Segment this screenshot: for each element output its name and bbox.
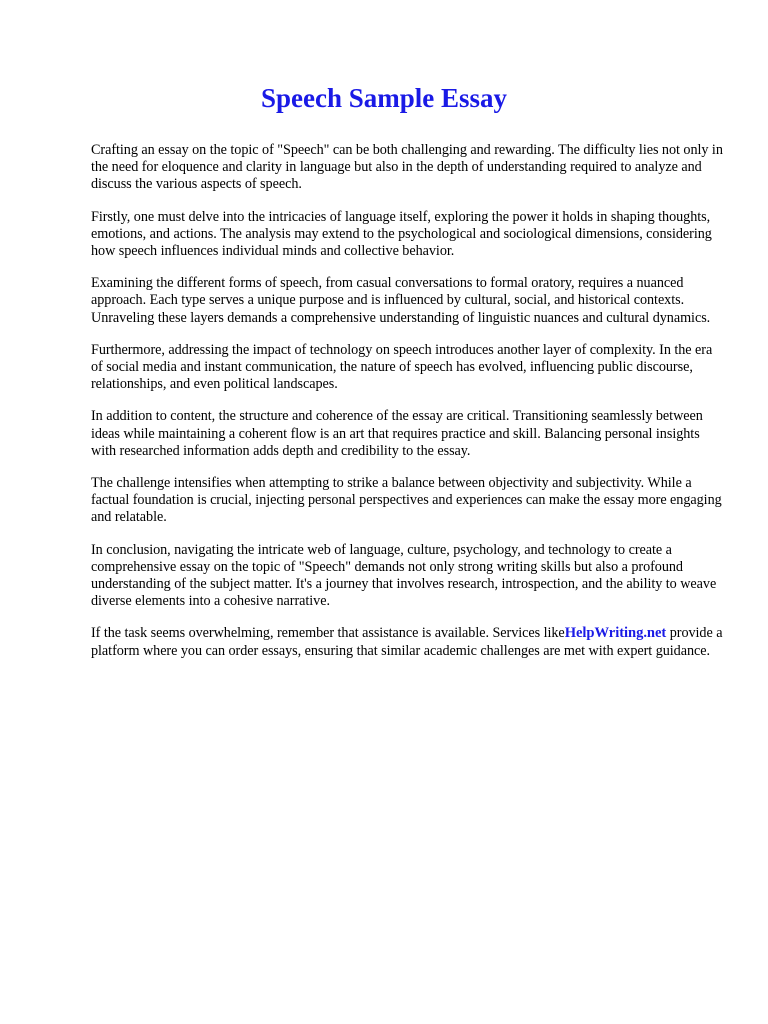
closing-paragraph [91, 625, 724, 659]
paragraph-6: The challenge intensifies when attempting to strike a balance between objectivity and subjectivity. While a factual foundation is crucial, injecting personal perspectives and experiences can make the essay more engaging and relatable. [91, 475, 722, 526]
helpwriting-link[interactable]: HelpWriting.net [564, 625, 667, 642]
paragraph-4: Furthermore, addressing the impact of technology on speech introduces another layer of complexity. In the era of social media and instant communication, the nature of speech has evolved, influencing public discourse, relationships, and even political landscapes. [91, 341, 713, 393]
paragraph-2: Firstly, one must delve into the intricacies of language itself, exploring the power it holds in shaping thoughts, emotions, and actions. The analysis may extend to the psychological and sociological dimensions, considering how speech influences individual minds and collective behavior. [91, 208, 712, 260]
document-title: Speech Sample Essay [260, 83, 508, 113]
closing-text-after-link: provide a platform where you can order essays, ensuring that similar academic challenges are met with expert guidance. [91, 625, 723, 659]
paragraph-5: In addition to content, the structure and coherence of the essay are critical. Transitioning seamlessly between ideas while maintaining a coherent flow is an art that requires practice and skill. Balancing personal insights with researched information adds depth and credibility to the essay. [91, 408, 703, 459]
closing-text-before-link: If the task seems overwhelming, remember that assistance is available. Services like [91, 625, 565, 642]
paragraph-1: Crafting an essay on the topic of "Speech" can be both challenging and rewarding. The difficulty lies not only in the need for eloquence and clarity in language but also in the depth of understanding required to analyze and discuss the various aspects of speech. [91, 142, 723, 193]
paragraph-3: Examining the different forms of speech, from casual conversations to formal oratory, requires a nuanced approach. Each type serves a unique purpose and is influenced by cultural, social, and historical contexts. Unraveling these layers demands a comprehensive understanding of linguistic nuances and cultural dynamics. [91, 275, 711, 326]
paragraph-7: In conclusion, navigating the intricate web of language, culture, psychology, and technology to create a comprehensive essay on the topic of "Speech" demands not only strong writing skills but also a profound understanding of the subject matter. It's a journey that involves research, introspection, and the ability to weave diverse elements into a cohesive narrative. [91, 541, 717, 610]
